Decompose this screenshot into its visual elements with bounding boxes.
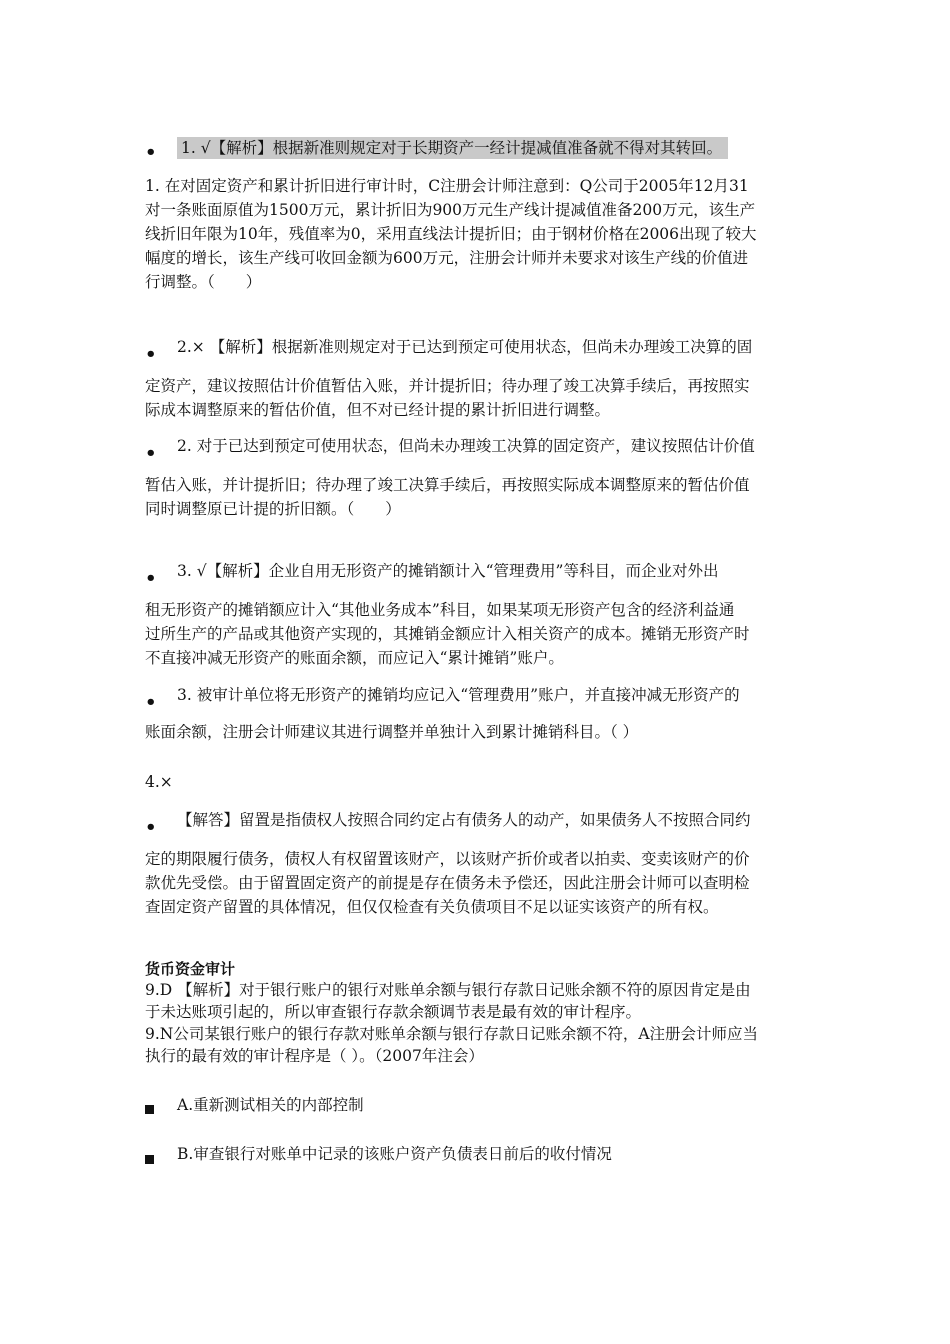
bullet-dot: •	[145, 142, 157, 163]
text-line: 线折旧年限为10年，残值率为0，采用直线法计提折旧；由于钢材价格在2006出现了较大	[145, 225, 757, 243]
answer-4	[145, 847, 810, 919]
question-2	[145, 473, 810, 521]
text-line: 过所生产的产品或其他资产实现的，其摊销金额应计入相关资产的成本。摊销无形资产时	[145, 625, 750, 643]
option-a: A.重新测试相关的内部控制	[177, 1096, 364, 1114]
bullet-dot: •	[145, 568, 157, 589]
text-line: 定的期限履行债务，债权人有权留置该财产，以该财产折价或者以拍卖、变卖该财产的价	[145, 850, 750, 868]
answer-4-label: 4.×	[145, 773, 173, 791]
bullet-dot: •	[145, 692, 157, 713]
question-1	[145, 174, 810, 294]
text-line: 查固定资产留置的具体情况，但仅仅检查有关负债项目不足以证实该资产的所有权。	[145, 898, 719, 916]
bullet-square	[145, 1105, 154, 1114]
text-line: 定资产，建议按照估计价值暂估入账，并计提折旧；待办理了竣工决算手续后，再按照实	[145, 377, 750, 395]
bullet-square	[145, 1155, 154, 1164]
answer-4-first-line: 【解答】留置是指债权人按照合同约定占有债务人的动产，如果债务人不按照合同约	[177, 811, 751, 829]
answer-3-first-line: 3. √【解析】企业自用无形资产的摊销额计入“管理费用”等科目，而企业对外出	[177, 562, 719, 580]
answer-3	[145, 598, 810, 670]
text-line: 暂估入账，并计提折旧；待办理了竣工决算手续后，再按照实际成本调整原来的暂估价值	[145, 476, 750, 494]
answer-2	[145, 374, 810, 422]
option-b: B.审查银行对账单中记录的该账户资产负债表日前后的收付情况	[177, 1145, 612, 1163]
section-body	[145, 979, 810, 1067]
answer-1	[177, 136, 728, 160]
text-line: 际成本调整原来的暂估价值，但不对已经计提的累计折旧进行调整。	[145, 401, 611, 419]
text-line: 9.D 【解析】对于银行账户的银行对账单余额与银行存款日记账余额不符的原因肯定是由	[145, 981, 751, 999]
bullet-dot: •	[145, 344, 157, 365]
text-line: 对一条账面原值为1500万元，累计折旧为900万元生产线计提减值准备200万元，该生产	[145, 201, 756, 219]
text-line: 行调整。（ ）	[145, 273, 262, 291]
question-3	[145, 720, 810, 744]
text-line: 款优先受偿。由于留置固定资产的前提是存在债务未予偿还，因此注册会计师可以查明检	[145, 874, 750, 892]
section-heading: 货币资金审计	[145, 960, 236, 978]
text-line: 账面余额，注册会计师建议其进行调整并单独计入到累计摊销科目。（ ）	[145, 723, 639, 741]
text-line: 执行的最有效的审计程序是（ ）。（2007年注会）	[145, 1047, 484, 1065]
text-line: 幅度的增长，该生产线可收回金额为600万元，注册会计师并未要求对该生产线的价值进	[145, 249, 749, 267]
question-3-first-line: 3. 被审计单位将无形资产的摊销均应记入“管理费用”账户，并直接冲减无形资产的	[177, 686, 740, 704]
text-line: 租无形资产的摊销额应计入“其他业务成本”科目，如果某项无形资产包含的经济利益通	[145, 601, 735, 619]
bullet-dot: •	[145, 817, 157, 838]
highlighted-answer-1: 1. √【解析】根据新准则规定对于长期资产一经计提减值准备就不得对其转回。	[177, 137, 728, 159]
text-line: 9.N公司某银行账户的银行存款对账单余额与银行存款日记账余额不符，A注册会计师应当	[145, 1025, 759, 1043]
text-line: 1. 在对固定资产和累计折旧进行审计时，C注册会计师注意到：Q公司于2005年12月31	[145, 177, 749, 195]
text-line: 同时调整原已计提的折旧额。（ ）	[145, 500, 401, 518]
text-line: 不直接冲减无形资产的账面余额，而应记入“累计摊销”账户。	[145, 649, 564, 667]
answer-2-first-line: 2.× 【解析】根据新准则规定对于已达到预定可使用状态，但尚未办理竣工决算的固	[177, 338, 753, 356]
text-line: 于未达账项引起的，所以审查银行存款余额调节表是最有效的审计程序。	[145, 1003, 642, 1021]
bullet-dot: •	[145, 443, 157, 464]
question-2-first-line: 2. 对于已达到预定可使用状态，但尚未办理竣工决算的固定资产，建议按照估计价值	[177, 437, 755, 455]
